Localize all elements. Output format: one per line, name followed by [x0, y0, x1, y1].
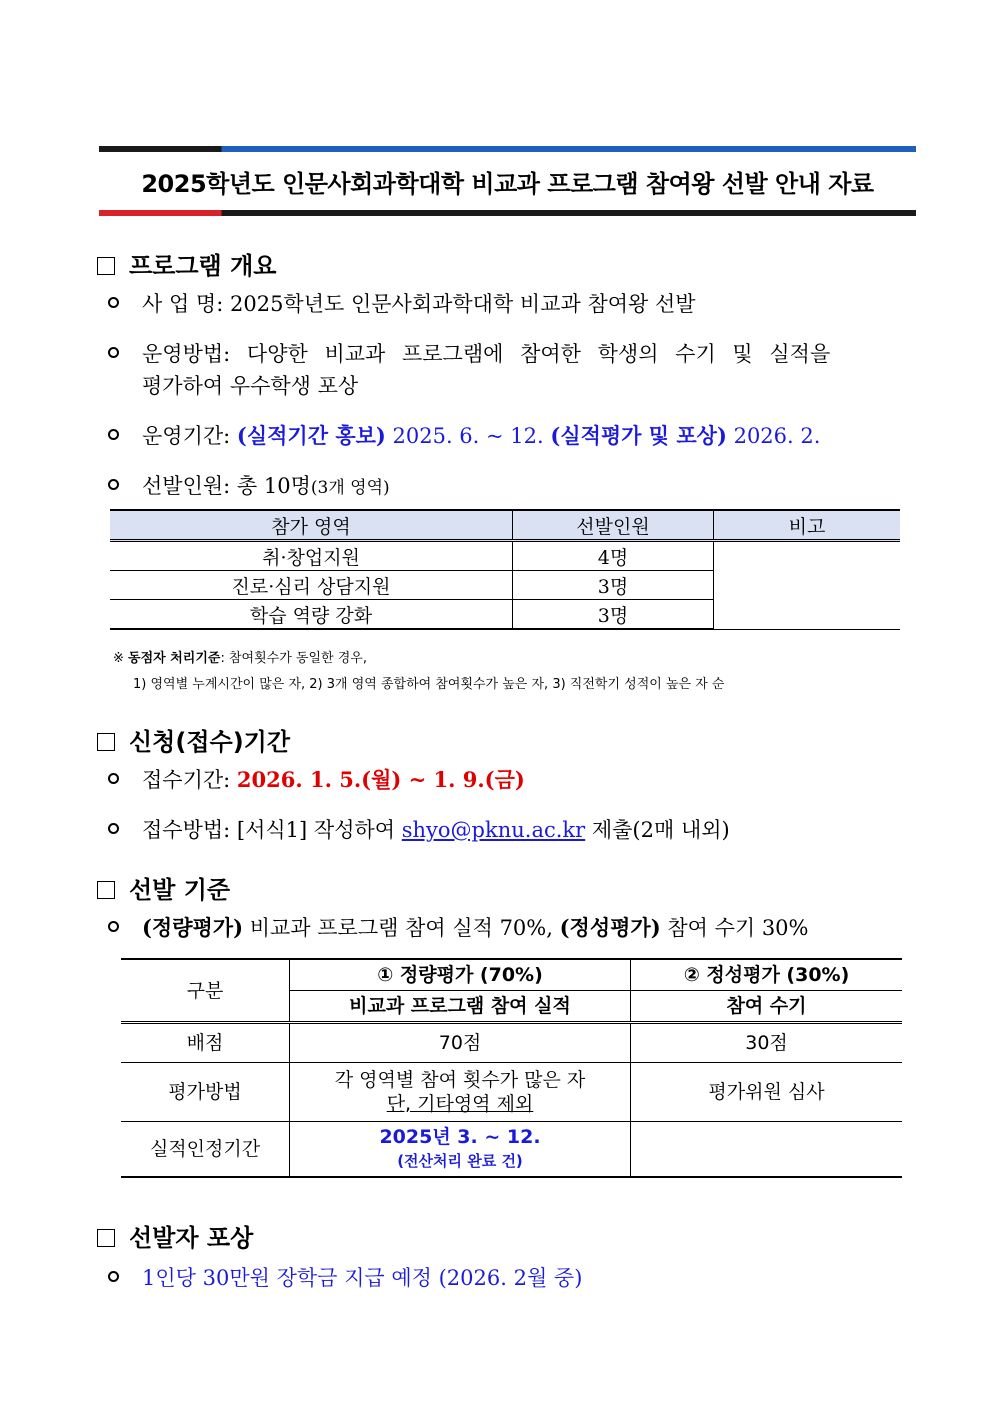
table-header: 비교과 프로그램 참여 실적 [290, 991, 631, 1023]
table-header: 참여 수기 [631, 991, 903, 1023]
title-bottom-rule [99, 210, 916, 216]
document-title: 2025학년도 인문사회과학대학 비교과 프로그램 참여왕 선발 안내 자료 [141, 170, 874, 198]
table-row: 배점 70점 30점 [121, 1023, 902, 1063]
table-row: 학습 역량 강화 3명 [110, 600, 900, 630]
section-heading-criteria: 선발 기준 [97, 870, 230, 905]
table-header: ① 정량평가 (70%) [290, 959, 631, 991]
circle-bullet-icon [108, 297, 119, 308]
table-row: 평가방법 각 영역별 참여 횟수가 많은 자 단, 기타영역 제외 평가위원 심사 [121, 1063, 902, 1122]
checkbox-square-icon [97, 1229, 115, 1247]
table-header: 비고 [714, 510, 901, 541]
checkbox-square-icon [97, 881, 115, 899]
circle-bullet-icon [108, 921, 119, 932]
email-link[interactable]: shyo@pknu.ac.kr [401, 818, 586, 842]
circle-bullet-icon [108, 823, 119, 834]
table-header: 구분 [121, 959, 290, 1023]
circle-bullet-icon [108, 479, 119, 490]
tie-break-note: ※ 동점자 처리기준: 참여횟수가 동일한 경우, [113, 651, 367, 666]
circle-bullet-icon [108, 1271, 119, 1282]
remarks-cell [714, 541, 901, 630]
checkbox-square-icon [97, 733, 115, 751]
tie-break-criteria: 1) 영역별 누계시간이 많은 자, 2) 3개 영역 종합하여 참여횟수가 높은 자, 3) 직전학기 성적이 높은 자 순 [133, 677, 725, 692]
title-banner [99, 146, 916, 216]
selection-table [110, 509, 900, 630]
section-heading-award: 선발자 포상 [97, 1218, 253, 1253]
circle-bullet-icon [108, 347, 119, 358]
table-row: 진로·심리 상담지원 3명 [110, 571, 900, 600]
table-header: 선발인원 [513, 510, 714, 541]
table-row: 취·창업지원 4명 [110, 541, 900, 571]
section-heading-overview: 프로그램 개요 [97, 246, 276, 281]
checkbox-square-icon [97, 257, 115, 275]
section-heading-application: 신청(접수)기간 [97, 722, 290, 757]
circle-bullet-icon [108, 773, 119, 784]
table-row: 실적인정기간 2025년 3. ~ 12. (전산처리 완료 건) [121, 1122, 902, 1178]
title-top-rule [99, 146, 916, 152]
criteria-table [121, 958, 902, 1178]
table-header: ② 정성평가 (30%) [631, 959, 903, 991]
table-header: 참가 영역 [110, 510, 513, 541]
circle-bullet-icon [108, 429, 119, 440]
